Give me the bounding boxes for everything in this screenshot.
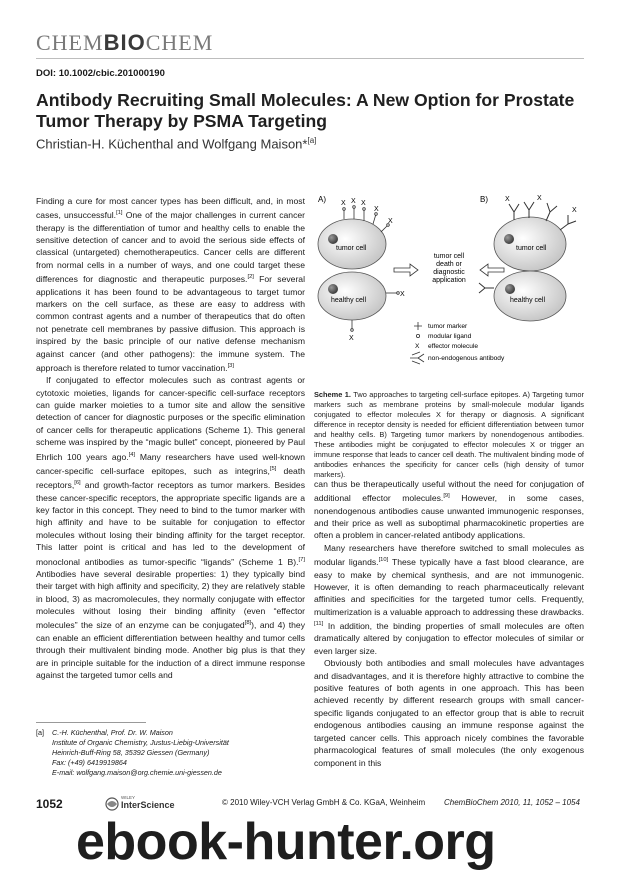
svg-text:healthy cell: healthy cell: [331, 297, 367, 304]
svg-text:tumor cell: tumor cell: [433, 253, 465, 260]
svg-text:tumor cell: tumor cell: [336, 245, 367, 252]
scheme-legend: [410, 322, 505, 364]
interscience-logo: [105, 792, 185, 814]
svg-text:X: X: [505, 196, 510, 203]
svg-text:X: X: [349, 335, 354, 342]
svg-text:InterScience: InterScience: [121, 800, 175, 810]
header-rule: [36, 58, 584, 59]
svg-text:X: X: [415, 343, 420, 350]
page-number: 1052: [36, 797, 63, 811]
tumor-cell-a: [318, 219, 386, 269]
healthy-cell-a: [318, 272, 386, 320]
svg-text:X: X: [572, 207, 577, 214]
paragraph-4: Many researchers have therefore switched to small molecules as modular ligands.[10] These typically have a fast blood clearance, are easy to make by chemical synthesis, and are not immunogenic. However, it is often demanding to reach pharmaceutically relevant affinities and specificities for the targeted tumor cells. Frequently, multimerization is a valuable approach to addressing these drawbacks.[11] In addition, the binding properties of small molecules are often dramatically altered by conjugation to effector molecules of similar or even larger size.: [314, 542, 584, 656]
svg-text:tumor cell: tumor cell: [516, 245, 547, 252]
paragraph-3: can thus be therapeutically useful without the need for conjugation of additional effector molecules.[9] However, in some cases, nonendogenous antibodies cause unwanted immunogenic responses, and their price as well as suboptimal pharmacokinetic properties are often a problem in cancer-related antibody applications.: [314, 479, 584, 541]
svg-text:WILEY: WILEY: [121, 795, 136, 800]
svg-text:X: X: [361, 200, 366, 207]
footnote-rule: [36, 722, 146, 723]
scheme-label-b: B): [480, 195, 488, 204]
legend-modular-ligand: modular ligand: [428, 333, 472, 340]
doi[interactable]: DOI: 10.1002/cbic.201000190: [36, 68, 165, 79]
journal-logo: CHEMBIOCHEM: [36, 30, 214, 55]
svg-text:death or: death or: [436, 261, 462, 268]
svg-text:X: X: [351, 198, 356, 205]
right-column: [314, 478, 584, 769]
journal-citation: ChemBioChem 2010, 11, 1052 – 1054: [444, 798, 580, 807]
copyright: © 2010 Wiley-VCH Verlag GmbH & Co. KGaA, Weinheim: [222, 798, 426, 807]
scheme-label-a: A): [318, 195, 326, 204]
authors: Christian-H. Küchenthal and Wolfgang Maison*[a]: [36, 136, 317, 152]
article-title: Antibody Recruiting Small Molecules: A New Option for Prostate Tumor Therapy by PSMA Targeting: [36, 90, 575, 131]
svg-text:X: X: [388, 218, 393, 225]
healthy-cell-b: [494, 271, 566, 321]
watermark: ebook-hunter.org: [76, 813, 496, 871]
paragraph-2: If conjugated to effector molecules such as contrast agents or cytotoxic moieties, ligands for cancer-specific cell-surface receptors can guide marker moieties to a tumor site and allow the sensitive detection of cancer for diagnostic purposes or the specific elimination of cancer cells for therapeutic applications (Scheme 1). This general scheme was inspired by the “magic bullet” concept, pioneered by Paul Ehrlich 100 years ago.[4] Many researchers have used well-known cancer-specific cell-surface epitopes, such as integrins,[5] death receptors,[6] and growth-factor receptors as tumor markers. Besides these cancer-specific receptors, the appropriate specific ligands are a key factor in this concept. They need to bind to the tumor marker with high affinity and have to be suitable for conjugation to effector molecules without losing their binding affinity for the target receptor. This latter point is critical and has led to the development of monoclonal antibodies as tumor-specific “ligands” (Scheme 1 B).[7] Antibodies have several desirable properties: 1) they typically bind their target with high affinity and specificity, 2) they are relatively stable in blood, 3) as macromolecules, they normally conjugate with effector molecules without losing their binding affinity (even “effector molecules” the size of an enzyme can be conjugated[8]), and 4) they can enable an efficient differentiation between healthy and tumor cells through their multivalent binding mode. Another big plus is that they are in principle suitable for the induction of a direct immune response against the targeted tumor cells and: [36, 375, 305, 680]
scheme-caption: Scheme 1. Two approaches to targeting cell-surface epitopes. A) Targeting tumor markers such as membrane proteins by small-molecule modular ligands conjugated to effector molecules X for therapy or diagnosis. A significant difference in receptor density is needed for efficient differentiation between tumor and healthy cells. B) Targeting tumor markers by nonendogenous antibodies. These antibodies might be conjugated to effector molecules X or trigger an immune response that leads to cancer cell death. The multivalent binding mode of antibodies enhances the specificity for cancer cells (high density of tumor markers).: [314, 390, 584, 479]
legend-tumor-marker: tumor marker: [428, 323, 468, 330]
scheme-1-figure: [314, 190, 584, 388]
email-link[interactable]: E-mail: wolfgang.maison@org.chemie.uni-giessen.de: [52, 768, 222, 777]
svg-text:healthy cell: healthy cell: [510, 297, 546, 304]
affiliation-footnote: [a] C.-H. Küchenthal, Prof. Dr. W. Maison Institute of Organic Chemistry, Justus-Liebig-Universität Heinrich-Buff-Ring 58, 35392 Giessen (Germany) Fax: (+49) 6419919864 E-mail: wolfgang.maison@org.chemie.uni-giessen.de: [36, 728, 305, 778]
paragraph-5: Obviously both antibodies and small molecules have advantages and disadvantages, and it is therefore highly attractive to combine the positive features of both agents in one approach. This has been achieved recently by different research groups with small cancer-specific ligands conjugated to an effector group that is able to recruit endogenous antibodies causing an immune response against the targeted cancer cells. This approach nicely combines the favorable pharmacological features of small molecules (the only exogenous component in this: [314, 658, 584, 768]
svg-text:X: X: [374, 206, 379, 213]
legend-antibody: non-endogenous antibody: [428, 355, 505, 362]
left-column: [36, 195, 305, 681]
svg-text:application: application: [432, 277, 466, 284]
svg-text:X: X: [341, 200, 346, 207]
legend-effector-molecule: effector molecule: [428, 343, 479, 350]
tumor-cell-b: [494, 217, 566, 271]
svg-text:X: X: [400, 291, 405, 298]
svg-text:diagnostic: diagnostic: [433, 269, 465, 276]
scheme-center-label: [432, 253, 466, 284]
paragraph-1: Finding a cure for most cancer types has been difficult, and, in most cases, unsuccessful.[1] One of the major challenges in current cancer therapy is the differentiation of tumor and healthy cells to enable the sensitive detection of cancer and to avoid the serious side effects of classical (untargeted) chemotherapeutics. Cancer cells are different from normal cells in a number of ways, and one could target these differences for diagnostic and therapeutic purposes.[2] For several applications it has been found to be advantageous to target tumor markers on the cell surface, as these are easy to address with common contrast agents and a number of therapeutics that do often not penetrate cell membranes by passive diffusion. This approach is inspired by the basic principle of our native defense mechanism against cancer (and other pathogens): the immune system. The approach is therefore related to tumor vaccination.[3]: [36, 196, 306, 373]
svg-text:X: X: [537, 195, 542, 202]
